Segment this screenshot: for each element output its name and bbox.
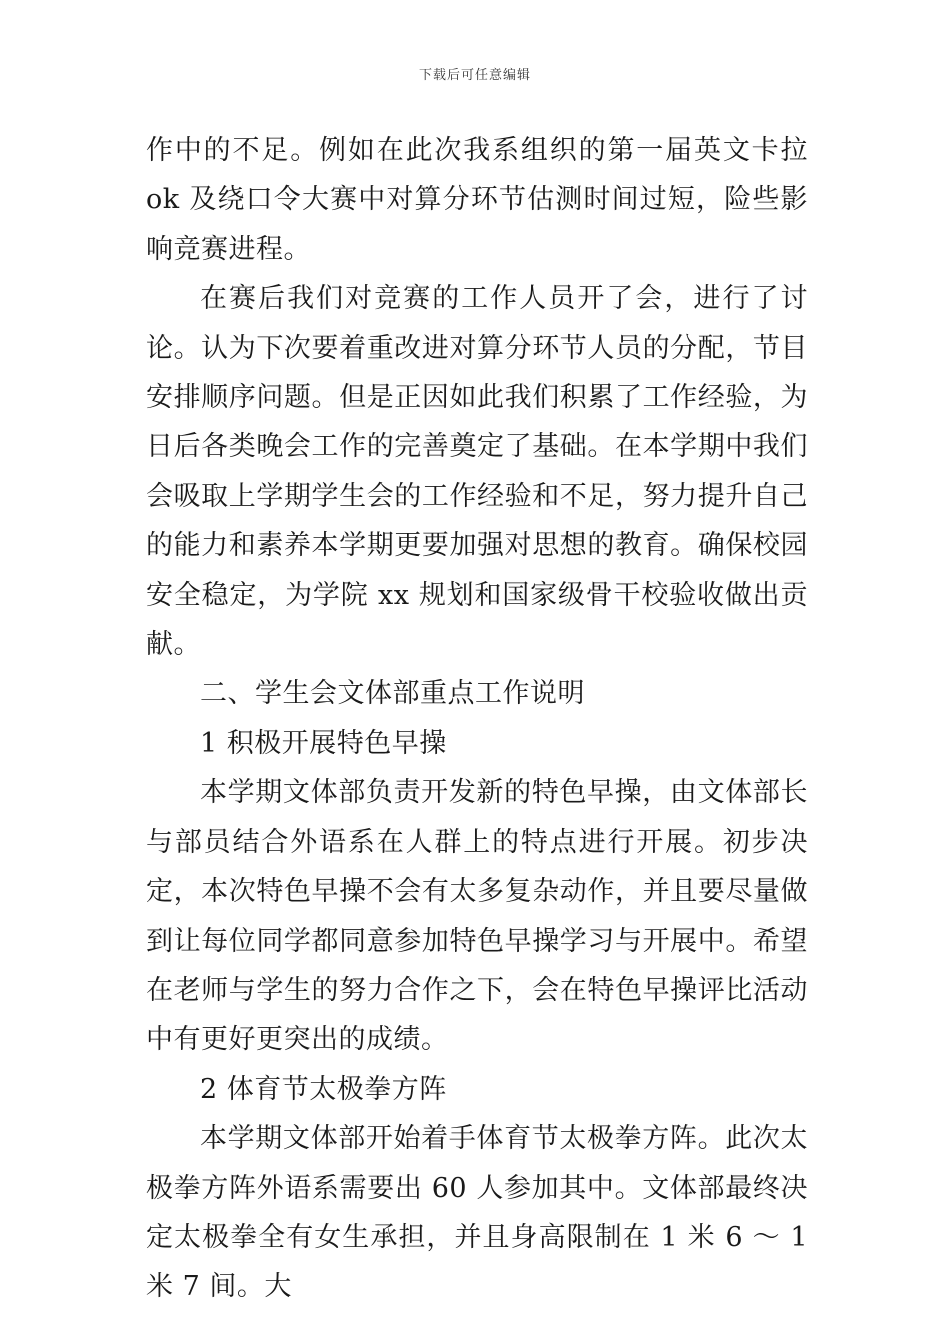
page-header: 下载后可任意编辑 [418, 68, 531, 83]
section-heading: 二、学生会文体部重点工作说明 [200, 678, 585, 710]
paragraph-3: 本学期文体部负责开发新的特色早操，由文体部长与部员结合外语系在人群上的特点进行开展。初步决定，本次特色早操不会有太多复杂动作，并且要尽量做到让每位同学都同意参加特色早操学习与开展中。希望在老师与学生的努力合作之下，会在特色早操评比活动中有更好更突出的成绩。 [146, 777, 808, 1056]
paragraph-1: 作中的不足。例如在此次我系组织的第一届英文卡拉 ok 及绕口令大赛中对算分环节估测时间过短，险些影响竞赛进程。 [146, 135, 808, 265]
paragraph-2: 在赛后我们对竞赛的工作人员开了会，进行了讨论。认为下次要着重改进对算分环节人员的分配，节目安排顺序问题。但是正因如此我们积累了工作经验，为日后各类晚会工作的完善奠定了基础。在本学期中我们会吸取上学期学生会的工作经验和不足，努力提升自己的能力和素养本学期更要加强对思想的教育。确保校园安全稳定，为学院 xx 规划和国家级骨干校验收做出贡献。 [146, 283, 808, 661]
paragraph-4: 本学期文体部开始着手体育节太极拳方阵。此次太极拳方阵外语系需要出 60 人参加其中。文体部最终决定太极拳全有女生承担，并且身高限制在 1 米 6 ～ 1 米 7 间。大 [146, 1123, 808, 1303]
subheading-1: 1 积极开展特色早操 [200, 727, 447, 759]
document-body [146, 126, 808, 1312]
subheading-2: 2 体育节太极拳方阵 [200, 1073, 447, 1105]
